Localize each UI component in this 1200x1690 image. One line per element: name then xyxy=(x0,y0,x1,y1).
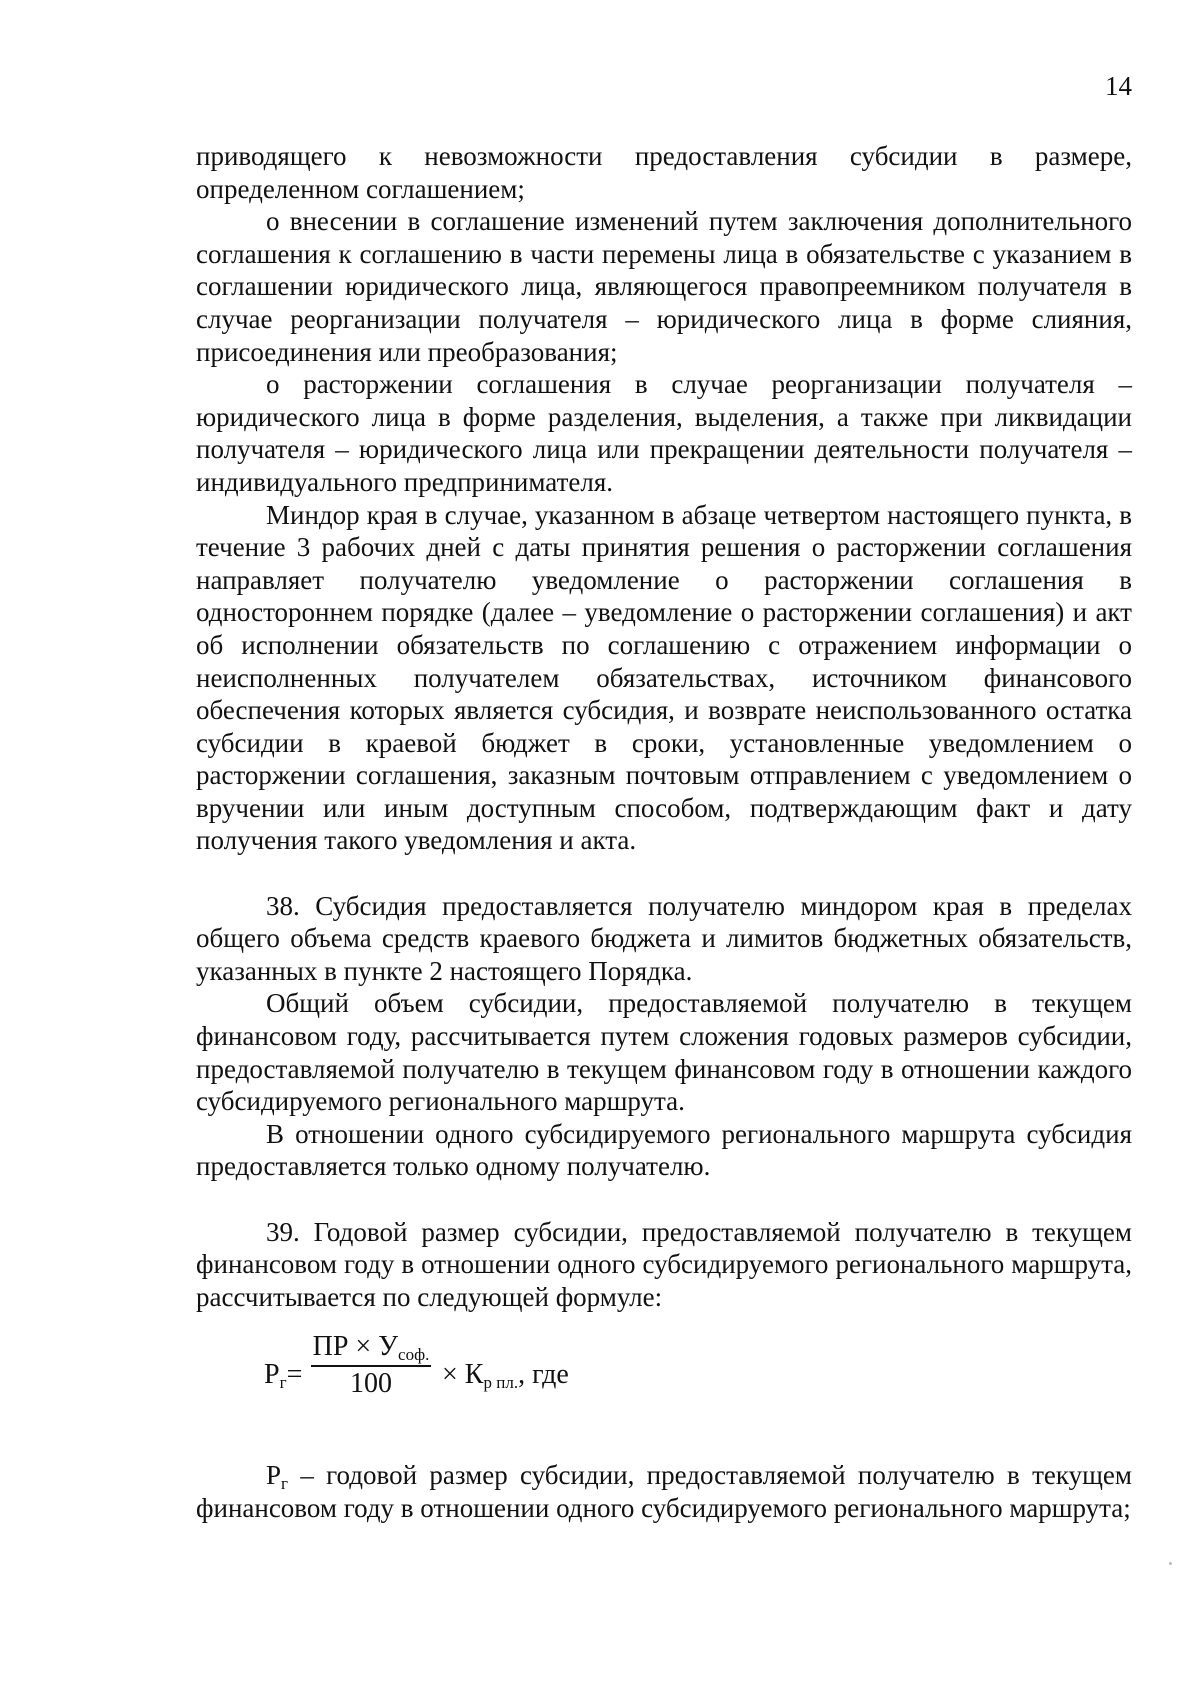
paragraph-item-39: 39. Годовой размер субсидии, предоставляемой получателю в текущем финансовом году в отношении одного субсидируемого регионального маршрута, рассчитывается по следующей формуле: xyxy=(196,1216,1132,1312)
scan-speck xyxy=(1169,1562,1172,1565)
paragraph-total-volume: Общий объем субсидии, предоставляемой получателю в текущем финансовом году, рассчитывается путем сложения годовых размеров субсидии, предоставляемой получателю в текущем финансовом году в отношении каждого субсидируемого регионального маршрута. xyxy=(196,988,1132,1117)
paragraph-item-38: 38. Субсидия предоставляется получателю миндором края в пределах общего объема средств краевого бюджета и лимитов бюджетных обязательств, указанных в пункте 2 настоящего Порядка. xyxy=(196,890,1132,986)
paragraph-single-recipient: В отношении одного субсидируемого регионального маршрута субсидия предоставляется только одному получателю. xyxy=(196,1118,1132,1182)
page-number: 14 xyxy=(1105,71,1132,101)
paragraph-continuation: приводящего к невозможности предоставления субсидии в размере, определенном соглашением; xyxy=(196,141,1132,204)
paragraph-termination-clause: о расторжении соглашения в случае реорганизации получателя – юридического лица в форме разделения, выделения, а также при ликвидации получателя – юридического лица или прекращении деятельности получателя – индивидуального предпринимателя. xyxy=(196,369,1132,497)
paragraph-amendment-clause: о внесении в соглашение изменений путем заключения дополнительного соглашения к соглашению в части перемены лица в обязательстве с указанием в соглашении юридического лица, являющегося правопреемником получателя в случае реорганизации получателя – юридического лица в форме слияния, присоединения или преобразования; xyxy=(196,206,1132,367)
formula-denominator: 100 xyxy=(350,1368,392,1400)
subsidy-formula xyxy=(196,1331,1132,1423)
paragraph-definition-pg: $Р_г$ – годовой размер субсидии, предоставляемой получателю в текущем финансовом году в отношении одного субсидируемого регионального маршрута; xyxy=(196,1460,1132,1523)
formula-numerator: ПР × $У_{соф.}$ xyxy=(311,1331,431,1367)
formula-lhs: $Р_г=$ xyxy=(264,1359,303,1393)
paragraph-notification: Миндор края в случае, указанном в абзаце четвертом настоящего пункта, в течение 3 рабочих дней с даты принятия решения о расторжении соглашения направляет получателю уведомление о расторжении соглашения в одностороннем порядке (далее – уведомление о расторжении соглашения) и акт об исполнении обязательств по соглашению с отражением информации о неисполненных получателем обязательствах, источником финансового обеспечения которых является субсидия, и возврате неиспользованного остатка субсидии в краевой бюджет в сроки, установленные уведомлением о расторжении соглашения, заказным почтовым отправлением с уведомлением о вручении или иным доступным способом, подтверждающим факт и дату получения такого уведомления и акта. xyxy=(196,499,1132,856)
formula-rhs: × $К_{р пл.}$, где xyxy=(442,1359,569,1393)
formula-fraction xyxy=(311,1331,431,1401)
document-body xyxy=(196,140,1132,1525)
